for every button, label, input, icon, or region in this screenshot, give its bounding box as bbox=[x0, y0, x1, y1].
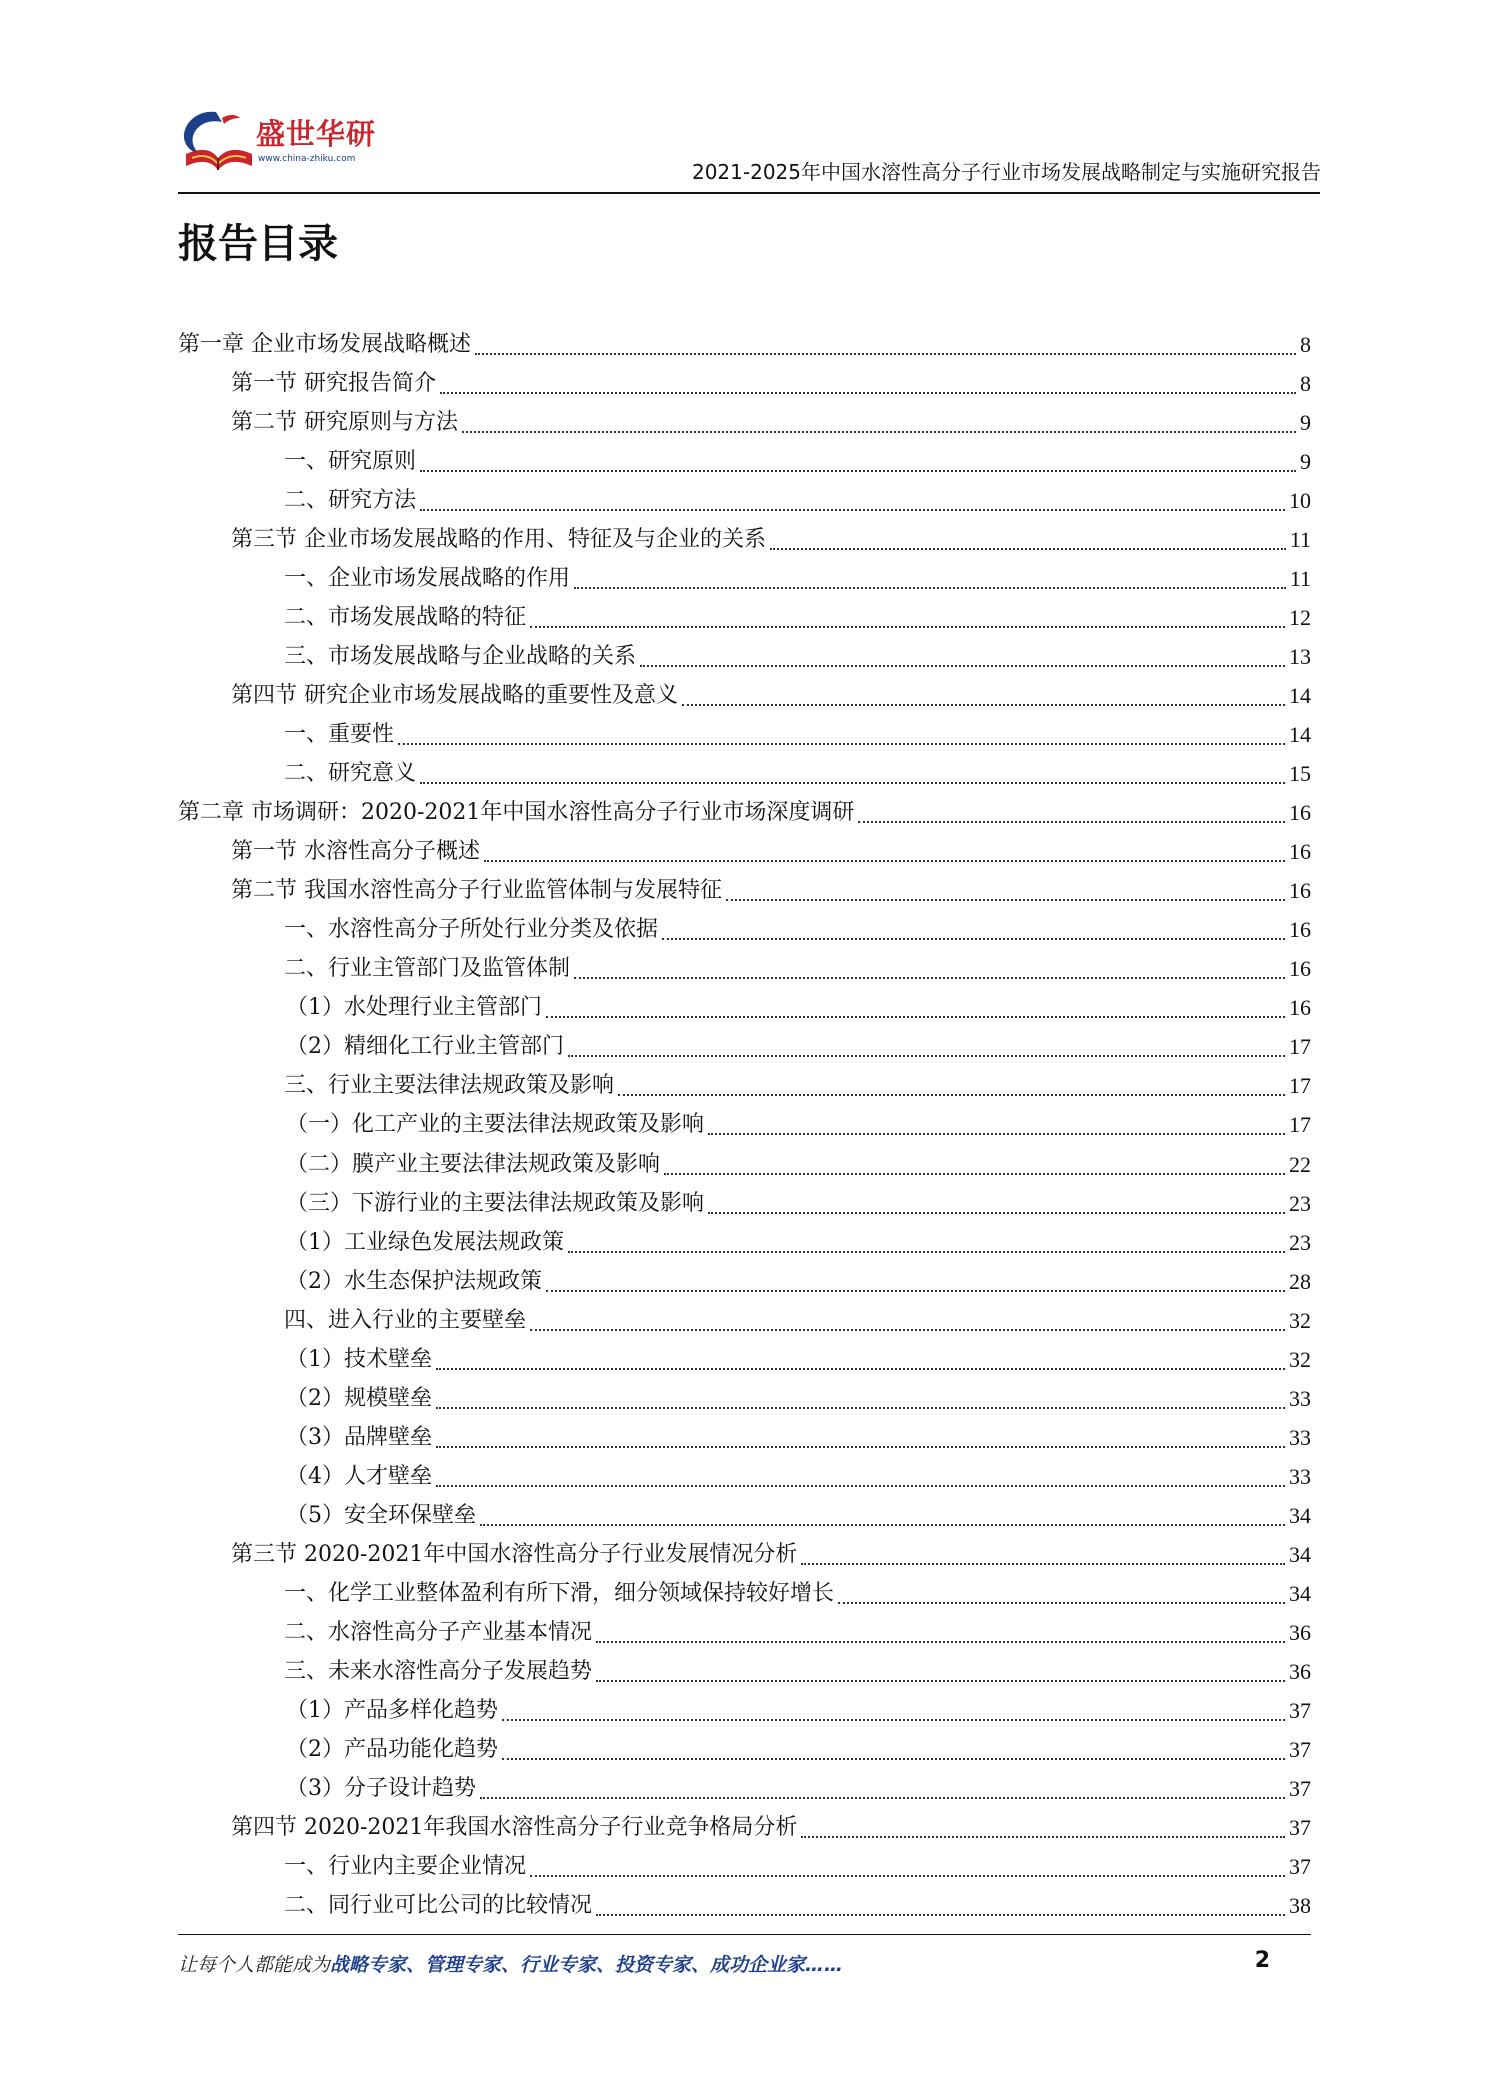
toc-entry[interactable] bbox=[178, 1340, 1311, 1379]
toc-entry-page: 23 bbox=[1289, 1190, 1311, 1216]
toc-entry-label: （1）工业绿色发展法规政策 bbox=[286, 1229, 564, 1255]
toc-entry-page: 34 bbox=[1289, 1502, 1311, 1528]
toc-leader-dots bbox=[568, 1251, 1285, 1253]
toc-entry-page: 36 bbox=[1289, 1620, 1311, 1646]
toc-entry-page: 17 bbox=[1289, 1112, 1311, 1138]
toc-entry-label: （二）膜产业主要法律法规政策及影响 bbox=[286, 1151, 661, 1177]
toc-leader-dots bbox=[662, 938, 1285, 940]
toc-entry-label: （5）安全环保壁垒 bbox=[286, 1502, 476, 1528]
toc-entry-page: 13 bbox=[1289, 643, 1311, 669]
toc-entry[interactable] bbox=[178, 1418, 1311, 1457]
toc-leader-dots bbox=[858, 821, 1285, 823]
toc-entry-page: 9 bbox=[1300, 448, 1311, 474]
table-of-contents bbox=[178, 325, 1311, 1926]
toc-entry[interactable] bbox=[178, 950, 1311, 989]
toc-leader-dots bbox=[801, 1563, 1285, 1565]
toc-entry-page: 37 bbox=[1289, 1698, 1311, 1724]
toc-leader-dots bbox=[420, 782, 1285, 784]
toc-leader-dots bbox=[596, 1914, 1285, 1916]
toc-entry-label: 第四节 研究企业市场发展战略的重要性及意义 bbox=[231, 682, 678, 708]
toc-entry[interactable] bbox=[178, 676, 1311, 715]
toc-entry[interactable] bbox=[178, 1028, 1311, 1067]
book-logo-icon bbox=[178, 104, 258, 180]
toc-leader-dots bbox=[484, 860, 1285, 862]
toc-entry-label: 第三节 2020-2021年中国水溶性高分子行业发展情况分析 bbox=[231, 1541, 798, 1567]
toc-leader-dots bbox=[530, 626, 1285, 628]
toc-entry-page: 34 bbox=[1289, 1581, 1311, 1607]
toc-entry-page: 14 bbox=[1289, 682, 1311, 708]
toc-entry-page: 11 bbox=[1289, 526, 1311, 552]
toc-entry-page: 37 bbox=[1289, 1854, 1311, 1880]
toc-entry[interactable] bbox=[178, 403, 1311, 442]
toc-leader-dots bbox=[770, 548, 1286, 550]
toc-entry[interactable] bbox=[178, 1653, 1311, 1692]
footer-slogan bbox=[178, 1950, 843, 1977]
toc-entry-label: （三）下游行业的主要法律法规政策及影响 bbox=[286, 1190, 705, 1216]
toc-entry[interactable] bbox=[178, 598, 1311, 637]
toc-leader-dots bbox=[436, 1407, 1285, 1409]
toc-entry-label: 一、研究原则 bbox=[284, 448, 417, 474]
toc-entry[interactable] bbox=[178, 833, 1311, 872]
toc-leader-dots bbox=[546, 1290, 1285, 1292]
toc-entry-page: 37 bbox=[1289, 1776, 1311, 1802]
toc-entry[interactable] bbox=[178, 1067, 1311, 1106]
toc-leader-dots bbox=[596, 1641, 1285, 1643]
toc-entry-page: 33 bbox=[1289, 1424, 1311, 1450]
header-divider bbox=[178, 192, 1320, 194]
toc-entry-label: 三、市场发展战略与企业战略的关系 bbox=[284, 643, 637, 669]
toc-entry-page: 16 bbox=[1289, 995, 1311, 1021]
toc-entry-page: 37 bbox=[1289, 1815, 1311, 1841]
toc-entry-page: 9 bbox=[1300, 409, 1311, 435]
toc-entry-label: 一、企业市场发展战略的作用 bbox=[284, 565, 571, 591]
logo bbox=[178, 104, 408, 180]
toc-leader-dots bbox=[436, 1485, 1285, 1487]
toc-entry[interactable] bbox=[178, 520, 1311, 559]
toc-entry[interactable] bbox=[178, 1535, 1311, 1574]
toc-entry[interactable] bbox=[178, 755, 1311, 794]
toc-entry-label: 第一章 企业市场发展战略概述 bbox=[178, 331, 471, 357]
toc-leader-dots bbox=[436, 1368, 1285, 1370]
footer-divider bbox=[178, 1934, 1311, 1935]
toc-leader-dots bbox=[398, 743, 1285, 745]
toc-entry[interactable] bbox=[178, 1184, 1311, 1223]
toc-entry-label: 第二章 市场调研：2020-2021年中国水溶性高分子行业市场深度调研 bbox=[178, 800, 855, 826]
toc-entry-page: 37 bbox=[1289, 1737, 1311, 1763]
toc-entry-page: 36 bbox=[1289, 1659, 1311, 1685]
toc-entry[interactable] bbox=[178, 442, 1311, 481]
toc-entry-page: 16 bbox=[1289, 956, 1311, 982]
toc-entry[interactable] bbox=[178, 1575, 1311, 1614]
toc-entry-label: 第二节 我国水溶性高分子行业监管体制与发展特征 bbox=[231, 878, 722, 904]
toc-entry-page: 15 bbox=[1289, 761, 1311, 787]
toc-leader-dots bbox=[502, 1758, 1285, 1760]
toc-entry-label: （1）技术壁垒 bbox=[286, 1346, 432, 1372]
toc-leader-dots bbox=[475, 353, 1296, 355]
toc-entry[interactable] bbox=[178, 637, 1311, 676]
toc-entry-label: 第二节 研究原则与方法 bbox=[231, 409, 458, 435]
toc-entry-label: 一、水溶性高分子所处行业分类及依据 bbox=[284, 917, 659, 943]
toc-entry-label: （一）化工产业的主要法律法规政策及影响 bbox=[286, 1112, 705, 1138]
toc-leader-dots bbox=[664, 1173, 1285, 1175]
toc-entry-page: 14 bbox=[1289, 721, 1311, 747]
toc-entry-label: 三、未来水溶性高分子发展趋势 bbox=[284, 1659, 593, 1685]
toc-leader-dots bbox=[480, 1797, 1285, 1799]
toc-entry[interactable] bbox=[178, 1887, 1311, 1926]
page-number: 2 bbox=[1254, 1948, 1270, 1973]
toc-entry-label: 三、行业主要法律法规政策及影响 bbox=[284, 1073, 615, 1099]
toc-leader-dots bbox=[436, 1446, 1285, 1448]
toc-entry-page: 28 bbox=[1289, 1268, 1311, 1294]
toc-leader-dots bbox=[838, 1602, 1285, 1604]
toc-entry-label: 一、行业内主要企业情况 bbox=[284, 1854, 527, 1880]
toc-leader-dots bbox=[568, 1055, 1285, 1057]
toc-entry-label: 二、市场发展战略的特征 bbox=[284, 604, 527, 630]
toc-entry-label: 二、水溶性高分子产业基本情况 bbox=[284, 1620, 593, 1646]
toc-entry-page: 32 bbox=[1289, 1346, 1311, 1372]
toc-entry[interactable] bbox=[178, 1301, 1311, 1340]
toc-entry-label: 二、同行业可比公司的比较情况 bbox=[284, 1893, 593, 1919]
toc-entry[interactable] bbox=[178, 794, 1311, 833]
toc-leader-dots bbox=[640, 665, 1285, 667]
toc-entry-label: 四、进入行业的主要壁垒 bbox=[284, 1307, 527, 1333]
toc-entry[interactable] bbox=[178, 1457, 1311, 1496]
toc-entry[interactable] bbox=[178, 1848, 1311, 1887]
toc-entry-page: 8 bbox=[1300, 370, 1311, 396]
toc-entry[interactable] bbox=[178, 872, 1311, 911]
toc-leader-dots bbox=[574, 587, 1286, 589]
toc-entry-page: 8 bbox=[1300, 331, 1311, 357]
toc-entry-page: 34 bbox=[1289, 1541, 1311, 1567]
toc-entry[interactable] bbox=[178, 715, 1311, 754]
toc-entry-page: 16 bbox=[1289, 839, 1311, 865]
toc-entry-page: 17 bbox=[1289, 1073, 1311, 1099]
toc-leader-dots bbox=[708, 1133, 1285, 1135]
toc-entry-label: 二、研究方法 bbox=[284, 487, 417, 513]
toc-leader-dots bbox=[462, 431, 1296, 433]
toc-entry-label: 二、研究意义 bbox=[284, 761, 417, 787]
logo-name: 盛世华研 bbox=[256, 117, 377, 151]
toc-entry-label: 第一节 水溶性高分子概述 bbox=[231, 839, 480, 865]
toc-entry-page: 23 bbox=[1289, 1229, 1311, 1255]
toc-entry-page: 16 bbox=[1289, 878, 1311, 904]
toc-entry[interactable] bbox=[178, 1731, 1311, 1770]
toc-leader-dots bbox=[502, 1719, 1285, 1721]
toc-entry-label: 一、化学工业整体盈利有所下滑，细分领域保持较好增长 bbox=[284, 1581, 835, 1607]
toc-leader-dots bbox=[480, 1524, 1285, 1526]
toc-leader-dots bbox=[574, 977, 1285, 979]
toc-leader-dots bbox=[726, 899, 1285, 901]
toc-entry-page: 12 bbox=[1289, 604, 1311, 630]
toc-leader-dots bbox=[420, 509, 1285, 511]
logo-url: www.china-zhiku.com bbox=[258, 154, 356, 164]
toc-entry-page: 10 bbox=[1289, 487, 1311, 513]
toc-entry-label: 第三节 企业市场发展战略的作用、特征及与企业的关系 bbox=[231, 526, 766, 552]
toc-entry-page: 38 bbox=[1289, 1893, 1311, 1919]
page-title: 报告目录 bbox=[178, 221, 338, 267]
toc-entry-label: 第四节 2020-2021年我国水溶性高分子行业竞争格局分析 bbox=[231, 1815, 798, 1841]
toc-entry[interactable] bbox=[178, 559, 1311, 598]
toc-leader-dots bbox=[618, 1094, 1285, 1096]
toc-leader-dots bbox=[530, 1875, 1285, 1877]
toc-entry[interactable] bbox=[178, 1692, 1311, 1731]
toc-entry-label: （2）规模壁垒 bbox=[286, 1385, 432, 1411]
toc-leader-dots bbox=[596, 1680, 1285, 1682]
toc-leader-dots bbox=[440, 392, 1296, 394]
slogan-emphasis: 战略专家、管理专家、行业专家、投资专家、成功企业家…… bbox=[330, 1954, 844, 1976]
slogan-prefix: 让每个人都能成为 bbox=[178, 1954, 331, 1976]
toc-entry-page: 11 bbox=[1289, 565, 1311, 591]
toc-entry[interactable] bbox=[178, 1770, 1311, 1809]
toc-entry[interactable] bbox=[178, 911, 1311, 950]
toc-entry-label: （4）人才壁垒 bbox=[286, 1463, 432, 1489]
toc-entry-label: （3）分子设计趋势 bbox=[286, 1776, 476, 1802]
toc-entry-page: 16 bbox=[1289, 917, 1311, 943]
toc-leader-dots bbox=[682, 704, 1285, 706]
toc-entry[interactable] bbox=[178, 1106, 1311, 1145]
toc-entry-page: 22 bbox=[1289, 1151, 1311, 1177]
toc-entry-label: 二、行业主管部门及监管体制 bbox=[284, 956, 571, 982]
toc-leader-dots bbox=[801, 1836, 1285, 1838]
toc-entry[interactable] bbox=[178, 1496, 1311, 1535]
toc-entry[interactable] bbox=[178, 1614, 1311, 1653]
toc-entry[interactable] bbox=[178, 989, 1311, 1028]
toc-leader-dots bbox=[530, 1329, 1285, 1331]
toc-entry-label: （2）水生态保护法规政策 bbox=[286, 1268, 542, 1294]
report-title: 2021-2025年中国水溶性高分子行业市场发展战略制定与实施研究报告 bbox=[691, 160, 1321, 184]
toc-entry-page: 33 bbox=[1289, 1385, 1311, 1411]
toc-entry-label: （1）产品多样化趋势 bbox=[286, 1698, 498, 1724]
toc-leader-dots bbox=[546, 1016, 1285, 1018]
toc-entry-label: （2）精细化工行业主管部门 bbox=[286, 1034, 564, 1060]
toc-entry[interactable] bbox=[178, 481, 1311, 520]
toc-entry[interactable] bbox=[178, 1223, 1311, 1262]
toc-entry-page: 17 bbox=[1289, 1034, 1311, 1060]
toc-entry-label: （3）品牌壁垒 bbox=[286, 1424, 432, 1450]
toc-entry-page: 32 bbox=[1289, 1307, 1311, 1333]
toc-entry[interactable] bbox=[178, 1809, 1311, 1848]
toc-entry[interactable] bbox=[178, 325, 1311, 364]
toc-entry[interactable] bbox=[178, 1262, 1311, 1301]
toc-entry-label: （2）产品功能化趋势 bbox=[286, 1737, 498, 1763]
toc-leader-dots bbox=[708, 1212, 1285, 1214]
toc-leader-dots bbox=[420, 470, 1296, 472]
toc-entry-label: 第一节 研究报告简介 bbox=[231, 370, 436, 396]
toc-entry-page: 33 bbox=[1289, 1463, 1311, 1489]
toc-entry[interactable] bbox=[178, 1379, 1311, 1418]
toc-entry-label: 一、重要性 bbox=[284, 721, 395, 747]
toc-entry[interactable] bbox=[178, 1145, 1311, 1184]
toc-entry-label: （1）水处理行业主管部门 bbox=[286, 995, 542, 1021]
toc-entry-page: 16 bbox=[1289, 800, 1311, 826]
toc-entry[interactable] bbox=[178, 364, 1311, 403]
